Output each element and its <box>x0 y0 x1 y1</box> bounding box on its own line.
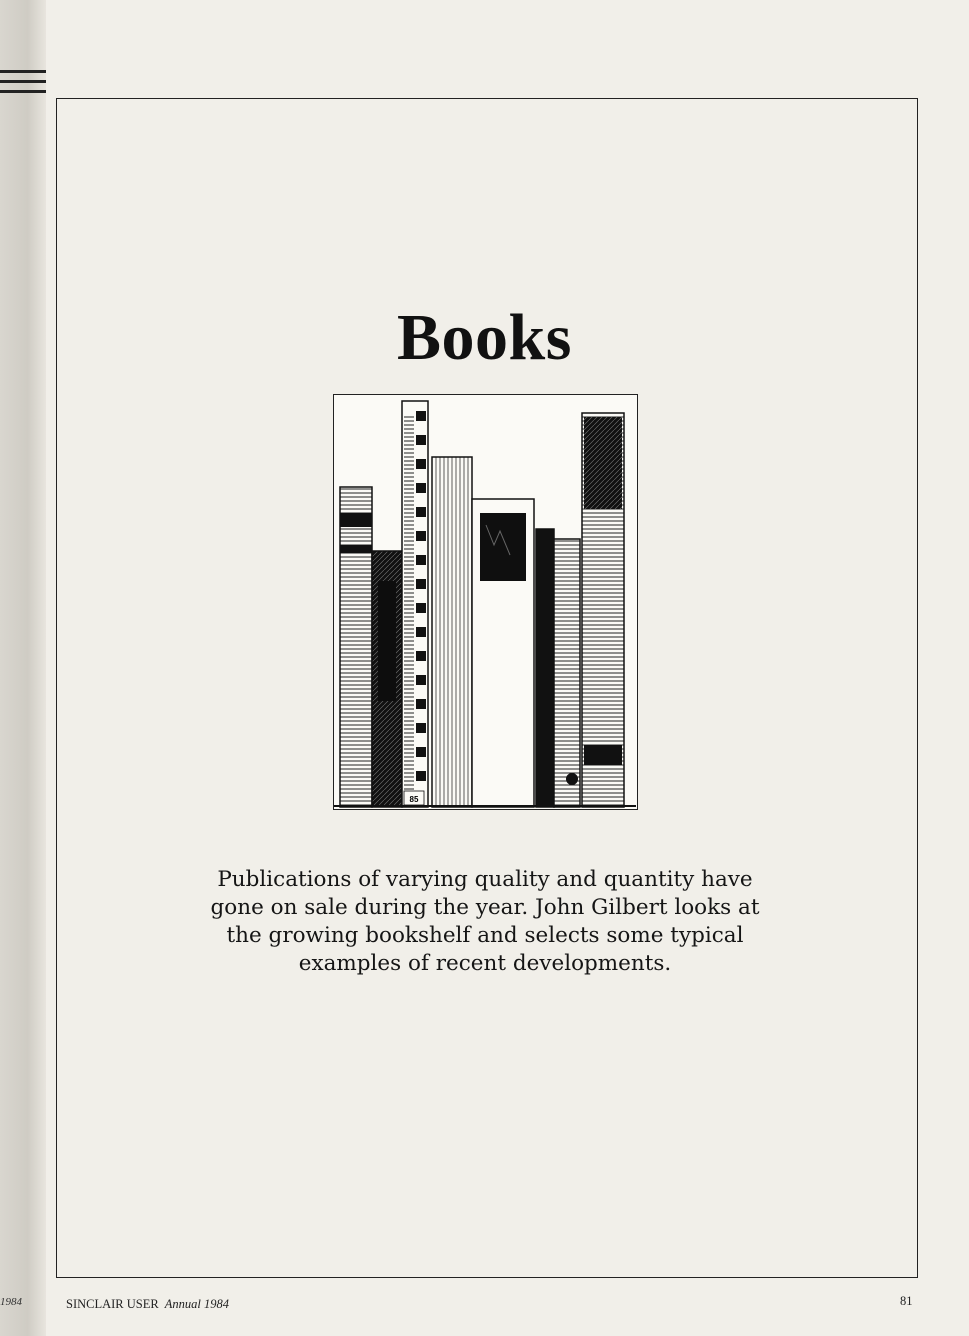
intro-paragraph: Publications of varying quality and quantity have gone on sale during the year. John Gilbert looks at the growing bookshelf and selects some typical examples of recent developments. <box>210 867 760 976</box>
page-number: 81 <box>900 1294 913 1308</box>
bookshelf-icon <box>334 395 636 808</box>
publication-name: SINCLAIR USER <box>66 1297 159 1311</box>
page-binding <box>0 0 46 1336</box>
page-title: Books <box>397 301 572 374</box>
spine-label: 85 <box>409 795 419 804</box>
binding-stripe <box>0 90 46 93</box>
issue-label: Annual 1984 <box>164 1297 229 1311</box>
binding-stripe <box>0 80 46 83</box>
bookshelf-illustration <box>333 394 638 810</box>
binding-stripe <box>0 70 46 73</box>
margin-year: 1984 <box>0 1296 22 1308</box>
footer-publication <box>66 1297 229 1312</box>
